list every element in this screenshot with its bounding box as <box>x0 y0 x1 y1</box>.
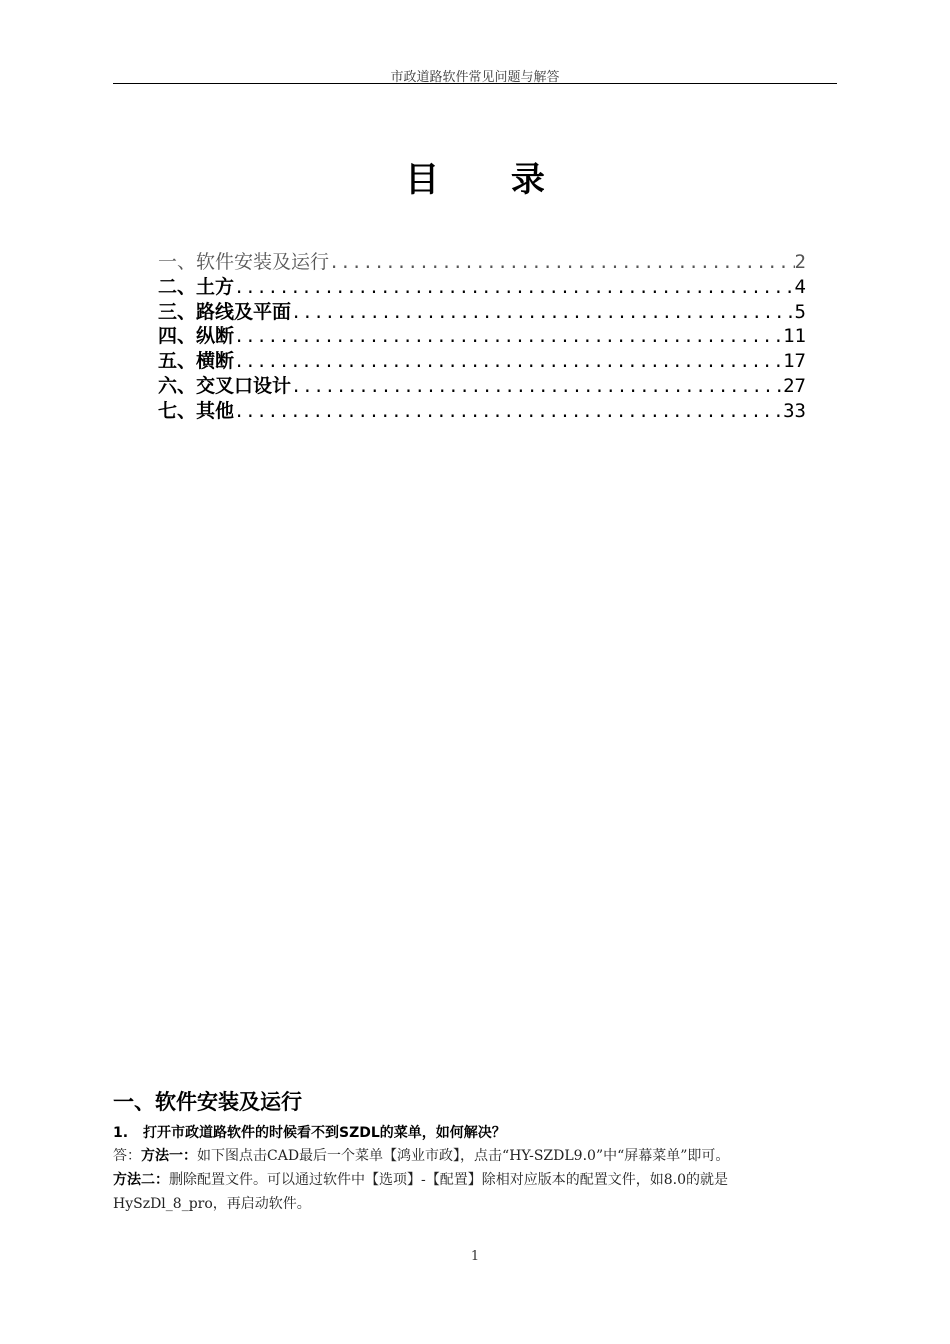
table-of-contents <box>158 250 806 424</box>
question-text: 打开市政道路软件的时候看不到SZDL的菜单，如何解决？ <box>143 1125 506 1141</box>
toc-entry[interactable] <box>158 275 806 300</box>
answer-method-one <box>113 1144 837 1168</box>
toc-entry[interactable] <box>158 349 806 374</box>
toc-leader-dots <box>329 251 795 275</box>
toc-entry-page: 27 <box>783 374 806 397</box>
method-one-text: 如下图点击CAD最后一个菜单【鸿业市政】，点击“HY-SZDL9.0”中“屏幕菜单”即可。 <box>197 1148 730 1164</box>
answer-method-two <box>113 1168 837 1216</box>
question-number: 1. <box>113 1125 129 1141</box>
toc-entry-page: 33 <box>783 399 806 422</box>
toc-leader-dots <box>234 350 783 374</box>
toc-entry-page: 11 <box>783 325 806 348</box>
toc-entry-page: 2 <box>794 251 806 273</box>
toc-entry[interactable] <box>158 300 806 325</box>
toc-entry-label: 六、交叉口设计 <box>158 374 292 397</box>
toc-entry[interactable] <box>158 324 806 349</box>
method-two-label: 方法二： <box>113 1172 169 1188</box>
toc-leader-dots <box>234 325 783 349</box>
question <box>113 1122 506 1142</box>
toc-entry[interactable] <box>158 374 806 399</box>
toc-entry[interactable] <box>158 250 806 275</box>
toc-entry[interactable] <box>158 399 806 424</box>
toc-leader-dots <box>291 301 795 325</box>
section-heading: 一、软件安装及运行 <box>113 1090 302 1114</box>
toc-entry-page: 5 <box>794 300 806 323</box>
toc-entry-label: 二、土方 <box>158 275 235 298</box>
method-two-text: 删除配置文件。可以通过软件中【选项】-【配置】除相对应版本的配置文件，如8.0的就是HySzDl_8_pro，再启动软件。 <box>113 1172 728 1212</box>
toc-title: 目 录 <box>405 160 575 200</box>
header-divider <box>113 83 837 84</box>
toc-leader-dots <box>234 400 783 424</box>
toc-entry-label: 七、其他 <box>158 399 235 422</box>
toc-entry-page: 17 <box>783 350 806 373</box>
toc-leader-dots <box>291 375 783 399</box>
page-number: 1 <box>470 1249 480 1264</box>
page-header-title: 市政道路软件常见问题与解答 <box>390 70 560 85</box>
toc-entry-label: 五、横断 <box>158 350 235 373</box>
method-one-label: 方法一： <box>141 1148 197 1164</box>
toc-entry-page: 4 <box>794 275 806 298</box>
answer-prefix: 答： <box>113 1148 141 1164</box>
toc-leader-dots <box>234 276 795 300</box>
toc-entry-label: 四、纵断 <box>158 325 235 348</box>
toc-entry-label: 三、路线及平面 <box>158 300 292 323</box>
toc-entry-label: 一、软件安装及运行 <box>158 251 330 273</box>
